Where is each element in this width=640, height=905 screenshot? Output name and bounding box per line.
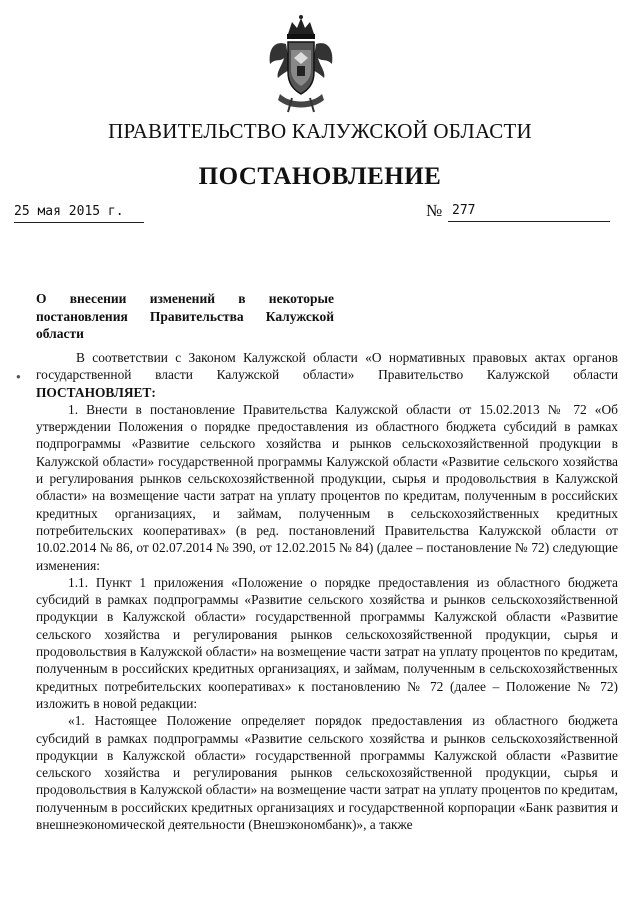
new-wording-paragraph: «1. Настоящее Положение определяет порядок предоставления из областного бюджета субсидий в рамках подпрограммы «Развитие сельского хозяйства и рынков сельскохозяйственной продукции в Калужской области» государственной программы Калужской области «Развитие сельского хозяйства и регулирования рынков сельскохозяйственной продукции, сырья и продовольствия в Калужской области» на возмещение части затрат на уплату процентов по кредитам, полученным в российских кредитных организациях и государственной корпорации «Банк развития и внешнеэкономической деятельности (Внешэкономбанк)», а также (36, 713, 618, 833)
document-date: 25 мая 2015 г. (14, 204, 124, 219)
document-number: 277 (452, 203, 476, 218)
item-1-1-paragraph: 1.1. Пункт 1 приложения «Положение о порядке предоставления из областного бюджета субсидий в рамках подпрограммы «Развитие сельского хозяйства и рынков сельскохозяйственной продукции в Калужской области» государственной программы Калужской области «Развитие сельского хозяйства и регулирования рынков сельскохозяйственной продукции, сырья и продовольствия в Калужской области» на возмещение части затрат на уплату процентов по кредитам, полученным в российских кредитных организациях, и займам, полученным в сельскохозяйственных кредитных потребительских кооперативах» к постановлению № 72 (далее – Положение № 72) изложить в новой редакции: (36, 574, 618, 711)
scan-speck: ● (16, 372, 21, 381)
document-type-title: ПОСТАНОВЛЕНИЕ (198, 163, 442, 190)
coat-of-arms-icon (266, 14, 336, 114)
resolution-body (36, 349, 618, 833)
subject-line: О внесении изменений в некоторые постановления Правительства Калужской (36, 291, 334, 324)
preamble-paragraph: В соответствии с Законом Калужской области «О нормативных правовых актах органов государственной власти Калужской области» Правительство Калужской области ПОСТАНОВЛЯЕТ: (36, 350, 618, 400)
resolution-subject (36, 290, 334, 343)
number-sign: № (426, 201, 443, 220)
number-underline (448, 221, 610, 222)
government-title: ПРАВИТЕЛЬСТВО КАЛУЖСКОЙ ОБЛАСТИ (108, 119, 532, 143)
resolves-keyword: ПОСТАНОВЛЯЕТ: (36, 384, 156, 400)
subject-line-end: области (36, 326, 84, 341)
date-underline (14, 222, 144, 223)
item-1-paragraph: 1. Внести в постановление Правительства Калужской области от 15.02.2013 № 72 «Об утверждении Положения о порядке предоставления из областного бюджета субсидий в рамках подпрограммы «Развитие сельского хозяйства и рынков сельскохозяйственной продукции в Калужской области» государственной программы Калужской области «Развитие сельского хозяйства и регулирования рынков сельскохозяйственной продукции, сырья и продовольствия в Калужской области» на возмещение части затрат на уплату процентов по кредитам, полученным в российских кредитных организациях, и займам, полученным в сельскохозяйственных кредитных потребительских кооперативах» (в ред. постановлений Правительства Калужской области от 10.02.2014 № 86, от 02.07.2014 № 390, от 12.02.2015 № 84) (далее – постановление № 72) следующие изменения: (36, 401, 618, 573)
